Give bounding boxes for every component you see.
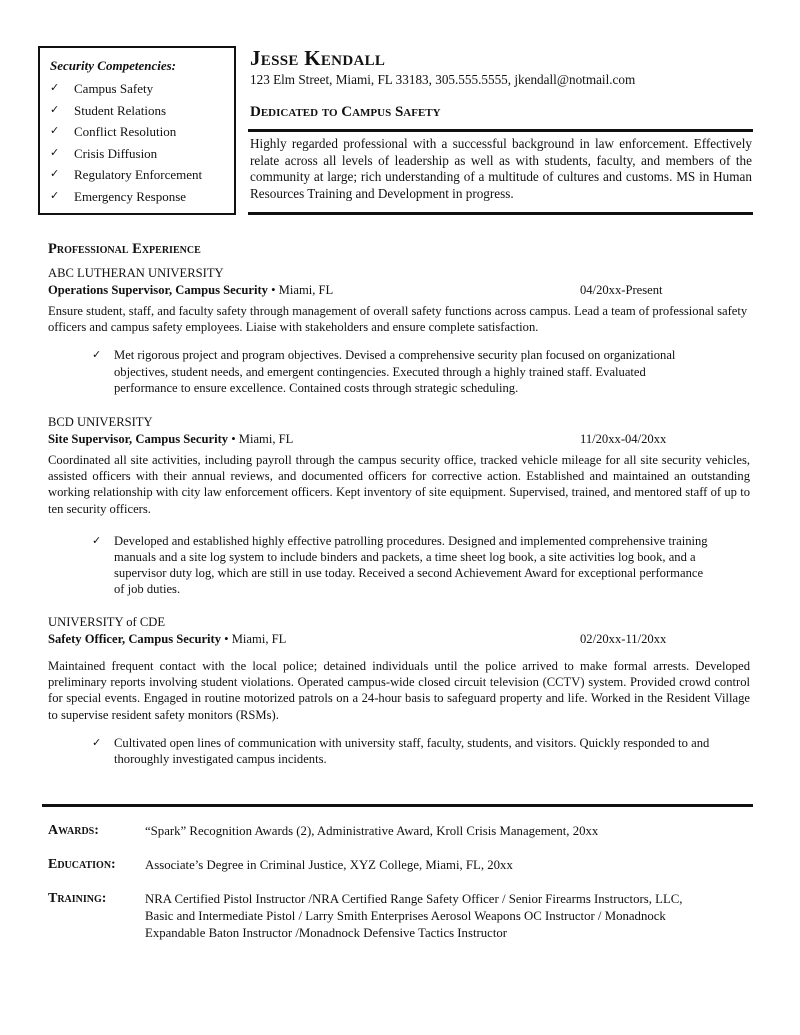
job-title: Site Supervisor, Campus Security <box>48 432 229 446</box>
achievement-text: Developed and established highly effective patrolling procedures. Designed and implemented comprehensive training manuals and a site log system to include binders and packets, a time sheet log book, a site activities log book, and a supervisor duty log, which are still in use today. Received a second Achievement Award for exceptional performance of job duties. <box>114 533 708 597</box>
job-description: Coordinated all site activities, including payroll through the campus security office, tracked vehicle mileage for all site security vehicles, assisted officers with their annual reviews, and documented officers for corrective action. Established and maintained an outstanding working relationship with city law enforcement officers. Kept inventory of site equipment. Supervised, trained, and mentored staff of up to ten security officers. <box>48 453 750 516</box>
check-icon: ✓ <box>50 103 60 116</box>
job-title-line <box>48 282 333 299</box>
education-value: Associate’s Degree in Criminal Justice, XYZ College, Miami, FL, 20xx <box>145 858 513 872</box>
competency-label: Emergency Response <box>74 188 187 204</box>
employer-name: ABC LUTHERAN UNIVERSITY <box>48 266 224 280</box>
competency-label: Conflict Resolution <box>74 124 177 139</box>
awards-row <box>48 823 748 840</box>
competency-label: Regulatory Enforcement <box>74 167 203 182</box>
competency-item <box>50 143 234 165</box>
job-title-line <box>48 631 286 648</box>
competency-item <box>50 78 234 100</box>
competencies-box <box>38 46 236 215</box>
check-icon: ✓ <box>50 82 60 94</box>
job-title-line <box>48 431 293 448</box>
experience-heading: Professional Experience <box>48 241 201 257</box>
job-title-row <box>48 431 750 448</box>
job-description: Maintained frequent contact with the local police; detained individuals until the police arrived to make formal arrests. Developed preliminary reports involving student violations. Operated campus-wide closed circuit television (CCTV) system. Provided crowd control for special events. Engaged in routine motorized patrols on a 24-hour basis to safeguard property and life. Worked in the Resident Village to supervise resident safety monitors (RSMs). <box>48 659 750 722</box>
job-achievement <box>48 347 750 396</box>
job-entry <box>48 265 750 396</box>
job-dates: 11/20xx-04/20xx <box>580 432 667 446</box>
check-icon: ✓ <box>50 189 60 202</box>
training-label: Training: <box>48 891 107 906</box>
education-row <box>48 857 748 874</box>
job-entry <box>48 614 750 767</box>
job-title-row <box>48 282 750 299</box>
achievement-text: Met rigorous project and program objectives. Devised a comprehensive security plan focused on organizational objectives, student needs, and emergent contingencies. Executed through a highly trained staff. Evaluated performance to ensure excellence. Contained costs through strategic scheduling. <box>114 348 676 395</box>
job-entry <box>48 414 750 598</box>
check-icon: ✓ <box>50 146 60 159</box>
candidate-name: Jesse Kendall <box>250 46 386 70</box>
divider <box>248 129 753 132</box>
check-icon: ✓ <box>92 349 102 362</box>
competency-label: Student Relations <box>74 102 167 118</box>
job-dates: 02/20xx-11/20xx <box>580 632 667 646</box>
training-row <box>48 891 748 942</box>
job-location: • Miami, FL <box>228 432 294 446</box>
check-icon: ✓ <box>92 534 102 547</box>
achievement-text: Cultivated open lines of communication with university staff, faculty, students, and visitors. Quickly responded to and thoroughly investigated campus incidents. <box>114 735 710 767</box>
competency-item <box>50 100 234 122</box>
check-icon: ✓ <box>50 168 60 180</box>
divider <box>248 212 753 215</box>
tagline-heading: Dedicated to Campus Safety <box>250 104 441 120</box>
divider <box>42 804 753 807</box>
job-title: Operations Supervisor, Campus Security <box>48 283 268 297</box>
job-title: Safety Officer, Campus Security <box>48 632 222 646</box>
job-dates: 04/20xx-Present <box>580 283 663 297</box>
check-icon: ✓ <box>92 736 102 749</box>
job-location: • Miami, FL <box>221 632 287 646</box>
awards-value: “Spark” Recognition Awards (2), Administrative Award, Kroll Crisis Management, 20xx <box>145 824 599 838</box>
contact-info: 123 Elm Street, Miami, FL 33183, 305.555.5555, jkendall@notmail.com <box>250 72 636 87</box>
job-description: Ensure student, staff, and faculty safety through management of overall safety functions across campus. Lead a team of professional safety officers and campus safety employees. Liaise with stakeholders and ensure complete satisfaction. <box>48 304 748 335</box>
employer-name: UNIVERSITY of CDE <box>48 615 166 629</box>
job-location: • Miami, FL <box>267 283 334 297</box>
competency-item <box>50 164 234 186</box>
check-icon: ✓ <box>50 125 60 137</box>
summary-paragraph: Highly regarded professional with a successful background in law enforcement. Effectively relate across all levels of leadership as well as with students, faculty, and members of the community at large; rich understanding of a multitude of cultures and customs. MS in Human Resources Training and Development in progress. <box>250 136 752 201</box>
competencies-title: Security Competencies: <box>50 58 177 73</box>
education-label: Education: <box>48 857 116 872</box>
job-achievement <box>48 533 750 598</box>
competency-item <box>50 121 234 143</box>
competency-label: Crisis Diffusion <box>74 145 158 161</box>
competency-label: Campus Safety <box>74 81 154 96</box>
job-achievement <box>48 735 750 767</box>
competency-item <box>50 186 234 208</box>
employer-name: BCD UNIVERSITY <box>48 415 153 429</box>
training-value: NRA Certified Pistol Instructor /NRA Certified Range Safety Officer / Senior Firearms Instructors, LLC, Basic and Intermediate Pistol / Larry Smith Enterprises Aerosol Weapons OC Instructor / Monadnock Expandable Baton Instructor /Monadnock Defensive Tactics Instructor <box>145 892 683 940</box>
job-title-row <box>48 631 750 648</box>
awards-label: Awards: <box>48 823 99 838</box>
